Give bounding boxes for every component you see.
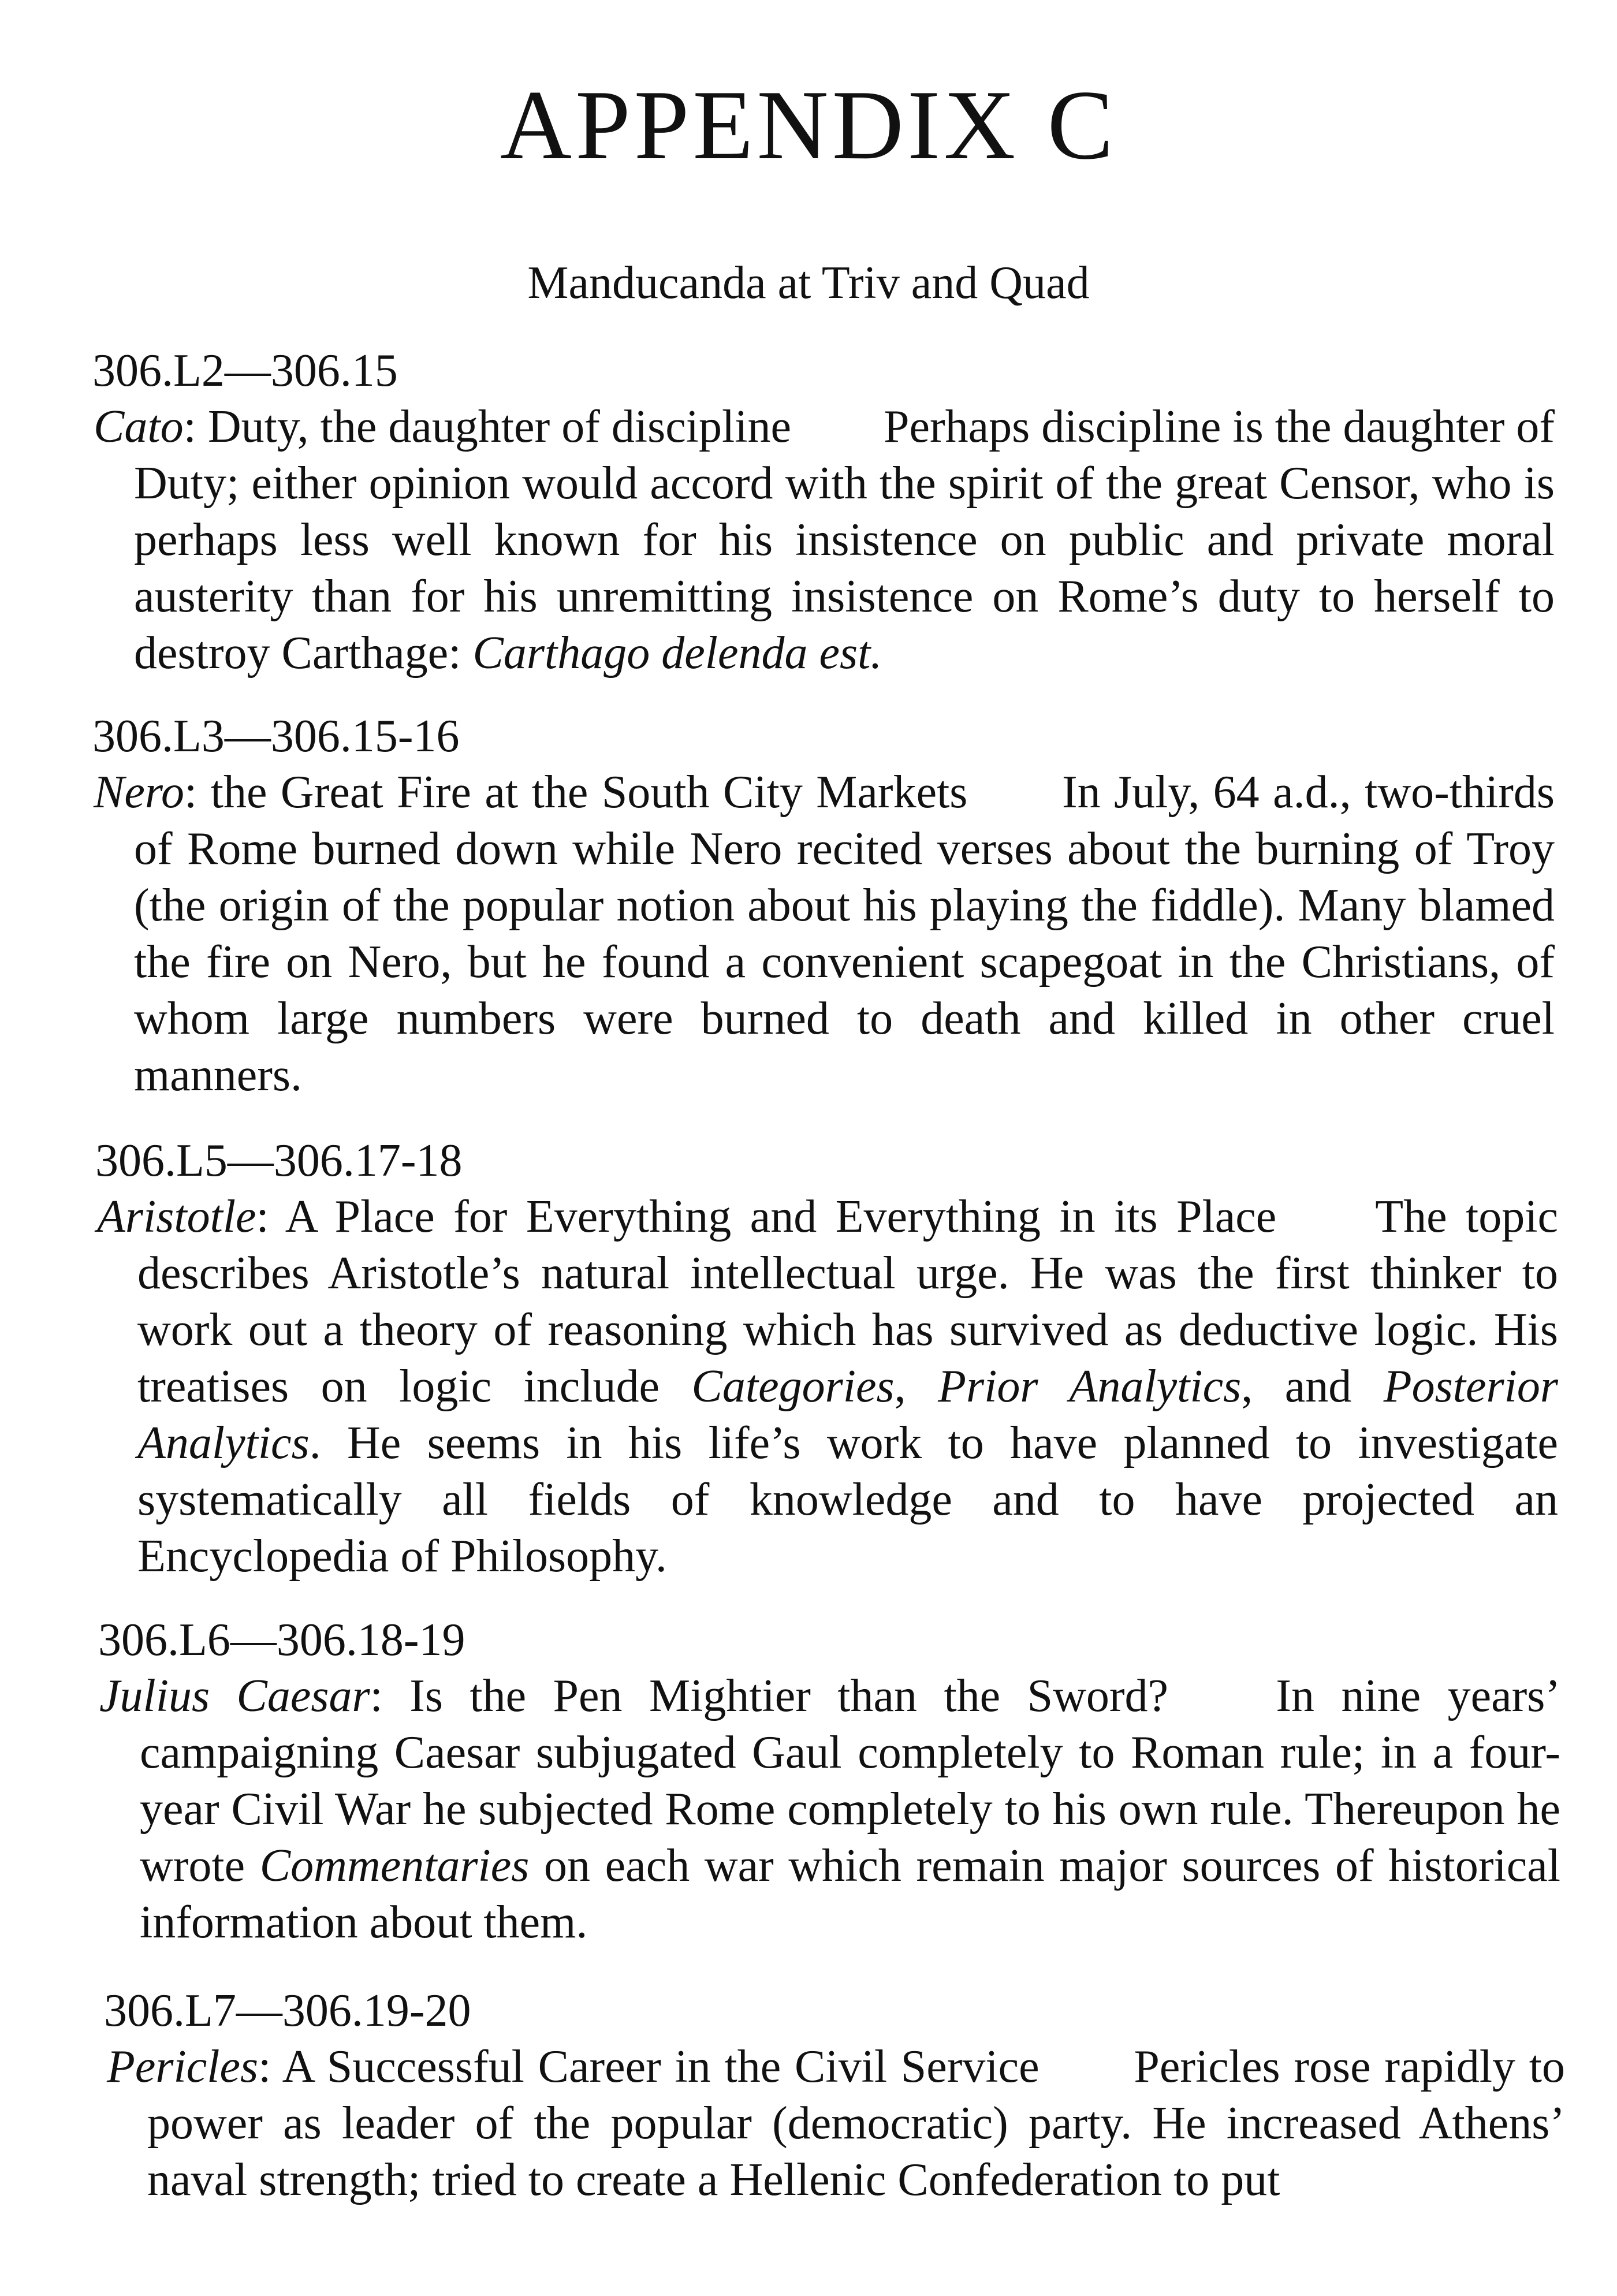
entry-body: , and — [1241, 1361, 1384, 1412]
entry-pericles — [107, 2038, 1565, 2208]
entry-body: on each war which remain major sources of historical information about them. — [140, 1840, 1560, 1948]
page-subtitle: Manducanda at Triv and Quad — [527, 258, 1090, 308]
entry-body-italic: Prior Analytics — [938, 1361, 1242, 1412]
entry-body: In July, 64 a.d., two-thirds of Rome burned down while Nero recited verses about the burning of Troy (the origin of the popular notion about his playing the fiddle). Many blamed the fire on Nero, but he found a convenient scapegoat in the Christians, of whom large numbers were burned to death and killed in other cruel manners. — [134, 767, 1555, 1101]
entry-reference: 306.L6—306.18-19 — [98, 1615, 465, 1665]
entry-reference: 306.L2—306.15 — [92, 345, 398, 396]
entry-topic: : Duty, the daughter of discipline — [183, 401, 791, 452]
entry-name: Pericles — [107, 2041, 259, 2092]
entry-name: Nero — [94, 767, 185, 818]
entry-body-italic: Categories — [691, 1361, 895, 1412]
entry-topic: : A Place for Everything and Everything in its Place — [256, 1191, 1277, 1242]
entry-body-italic: Carthago delenda est. — [472, 628, 882, 679]
entry-body: . He seems in his life’s work to have planned to investigate systematically all fields of knowledge and to have projected an Encyclopedia of Philosophy. — [137, 1418, 1558, 1582]
entry-body: Perhaps discipline is the daughter of Duty; either opinion would accord with the spirit of the great Censor, who is perhaps less well known for his insistence on public and private moral austerity than for his unremitting insistence on Rome’s duty to herself to destroy Carthage: — [134, 401, 1555, 679]
entry-body: In nine years’ campaigning Caesar subjugated Gaul completely to Roman rule; in a four-year Civil War he subjected Rome completely to his own rule. Thereupon he wrote — [140, 1671, 1561, 1891]
entry-body: , — [894, 1361, 938, 1412]
entry-reference: 306.L5—306.17-18 — [95, 1135, 463, 1186]
entry-body-italic: Posterior Analytics — [137, 1361, 1558, 1468]
entry-cato — [94, 398, 1555, 681]
entry-reference: 306.L7—306.19-20 — [104, 1985, 471, 2036]
entry-topic: : A Successful Career in the Civil Service — [258, 2041, 1040, 2092]
entry-body: Pericles rose rapidly to power as leader of the popular (democratic) party. He increased Athens’ naval strength; tried to create a Hellenic Confederation to put — [147, 2041, 1565, 2205]
entry-body: The topic describes Aristotle’s natural intellectual urge. He was the first thinker to work out a theory of reasoning which has survived as deductive logic. His treatises on logic include — [137, 1191, 1558, 1412]
entry-body-italic: Commentaries — [259, 1840, 530, 1891]
entry-nero — [94, 764, 1555, 1104]
entry-reference: 306.L3—306.15-16 — [92, 711, 460, 762]
entry-topic: : Is the Pen Mightier than the Sword? — [370, 1671, 1168, 1721]
page-title: APPENDIX C — [500, 70, 1117, 180]
entry-name: Aristotle — [97, 1191, 256, 1242]
entry-julius-caesar — [99, 1668, 1560, 1951]
entry-topic: : the Great Fire at the South City Markets — [184, 767, 968, 818]
entry-name: Julius Caesar — [99, 1671, 370, 1721]
entry-aristotle — [97, 1188, 1558, 1585]
entry-name: Cato — [94, 401, 184, 452]
